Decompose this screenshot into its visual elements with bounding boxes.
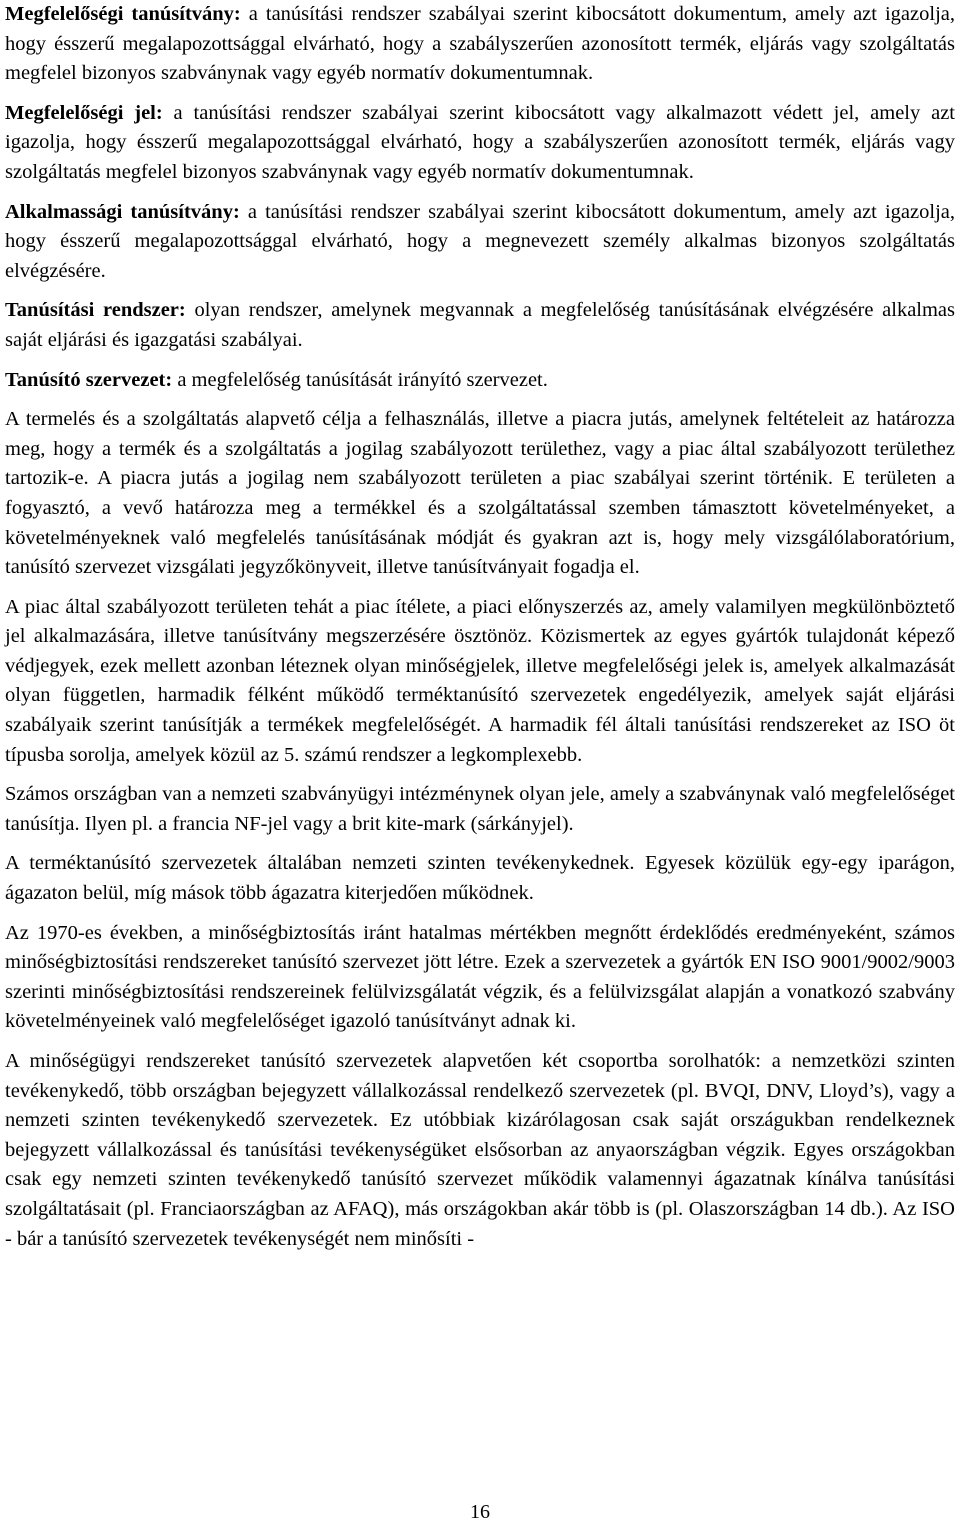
- definition-term: Tanúsítási rendszer:: [5, 299, 186, 322]
- definition-megfelelosegi-jel: [5, 99, 955, 188]
- body-paragraph: A termelés és a szolgáltatás alapvető célja a felhasználás, illetve a piacra jutás, amelynek feltételeit az határozza meg, hogy a termék és a szolgáltatás a jogilag szabályozott területhez, vagy a piac által szabályozott területhez tartozik-e. A piacra jutás a jogilag nem szabályozott területen a piac szabályai szerint történik. E területen a fogyasztó, a vevő határozza meg a termékkel és a szolgáltatással szemben támasztott követelményeket, a követelményeknek való megfelelés tanúsításának módját és gyakran azt is, hogy mely vizsgálólaboratórium, tanúsító szervezet vizsgálati jegyzőkönyveit, illetve tanúsítványait fogadja el.: [5, 408, 955, 579]
- document-page: [5, 0, 955, 1264]
- definition-text: a tanúsítási rendszer szabályai szerint kibocsátott dokumentum, amely azt igazolja, hogy ésszerű megalapozottsággal elvárható, hogy a szabályszerűen azonosított termék, eljárás vagy szolgáltatás megfelel bizonyos szabványnak vagy egyéb normatív dokumentumnak.: [5, 3, 955, 85]
- body-paragraph: A terméktanúsító szervezetek általában nemzeti szinten tevékenykednek. Egyesek közülük egy-egy iparágon, ágazaton belül, míg mások több ágazatra kiterjedően működnek.: [5, 852, 955, 905]
- definition-text: a tanúsítási rendszer szabályai szerint kibocsátott vagy alkalmazott védett jel, amely azt igazolja, hogy ésszerű megalapozottsággal elvárható, hogy a szabályszerűen azonosított termék, eljárás vagy szolgáltatás megfelel bizonyos szabványnak vagy egyéb normatív dokumentumnak.: [5, 101, 955, 183]
- definition-text: a megfelelőség tanúsítását irányító szervezet.: [172, 368, 548, 391]
- definition-term: Tanúsító szervezet:: [5, 368, 173, 391]
- definition-text: olyan rendszer, amelynek megvannak a megfelelőség tanúsításának elvégzésére alkalmas saját eljárási és igazgatási szabályai.: [5, 299, 956, 351]
- page-number: 16: [470, 1501, 490, 1523]
- definition-alkalmassagi-tanusitvany: [5, 198, 955, 287]
- definition-megfelelosegi-tanusitvany: [5, 0, 955, 89]
- definition-tanusito-szervezet: [5, 366, 955, 396]
- definition-tanusitasi-rendszer: [5, 296, 955, 355]
- definition-term: Megfelelőségi tanúsítvány:: [5, 3, 241, 25]
- body-paragraph: Az 1970-es években, a minőségbiztosítás iránt hatalmas mértékben megnőtt érdeklődés eredményeként, számos minőségbiztosítási rendszereket tanúsító szervezet jött létre. Ezek a szervezetek a gyártók EN ISO 9001/9002/9003 szerinti minőségbiztosítási rendszereinek felülvizsgálatát végzik, és a felülvizsgálat alapján a vonatkozó szabvány követelményeinek való megfelelőséget igazoló tanúsítványt adnak ki.: [5, 921, 955, 1033]
- definition-text: a tanúsítási rendszer szabályai szerint kibocsátott dokumentum, amely azt igazolja, hogy ésszerű megalapozottsággal elvárható, hogy a megnevezett személy alkalmas bizonyos szolgáltatás elvégzésére.: [5, 200, 955, 282]
- definition-term: Alkalmassági tanúsítvány:: [5, 200, 240, 223]
- body-paragraph: A piac által szabályozott területen tehát a piac ítélete, a piaci előnyszerzés az, amely valamilyen megkülönböztető jel alkalmazására, illetve tanúsítvány megszerzésére ösztönöz. Közismertek az egyes gyártók tulajdonát képező védjegyek, ezek mellett azonban léteznek olyan minőségjelek, illetve megfelelőségi jelek is, amelyek alkalmazását olyan független, harmadik félként működő terméktanúsító szervezetek engedélyezik, amelyek saját eljárási szabályaik szerint tanúsítják a termékek megfelelőségét. A harmadik fél általi tanúsítási rendszereket az ISO öt típusba sorolja, amelyek közül az 5. számú rendszer a legkomplexebb.: [5, 595, 955, 766]
- body-paragraph: A minőségügyi rendszereket tanúsító szervezetek alapvetően két csoportba sorolhatók: a nemzetközi szinten tevékenykedő, több országban bejegyzett vállalkozással rendelkező szervezetek (pl. BVQI, DNV, Lloyd’s), vagy a nemzeti szinten tevékenykedő szervezetek. Ez utóbbiak kizárólagosan csak saját országukban rendelkeznek bejegyzett vállalkozással és tanúsítási tevékenységüket elsősorban az anyaországban végzik. Egyes országokban csak egy nemzeti szinten tevékenykedő tanúsító szervezet működik valamennyi ágazatnak kínálva tanúsítási szolgáltatásait (pl. Franciaországban az AFAQ), más országokban akár több is (pl. Olaszországban 14 db.). Az ISO - bár a tanúsító szervezetek tevékenységét nem minősíti -: [5, 1050, 955, 1250]
- definition-term: Megfelelőségi jel:: [5, 101, 163, 124]
- body-paragraph: Számos országban van a nemzeti szabványügyi intézménynek olyan jele, amely a szabványnak való megfelelőséget tanúsítja. Ilyen pl. a francia NF-jel vagy a brit kite-mark (sárkányjel).: [5, 783, 955, 835]
